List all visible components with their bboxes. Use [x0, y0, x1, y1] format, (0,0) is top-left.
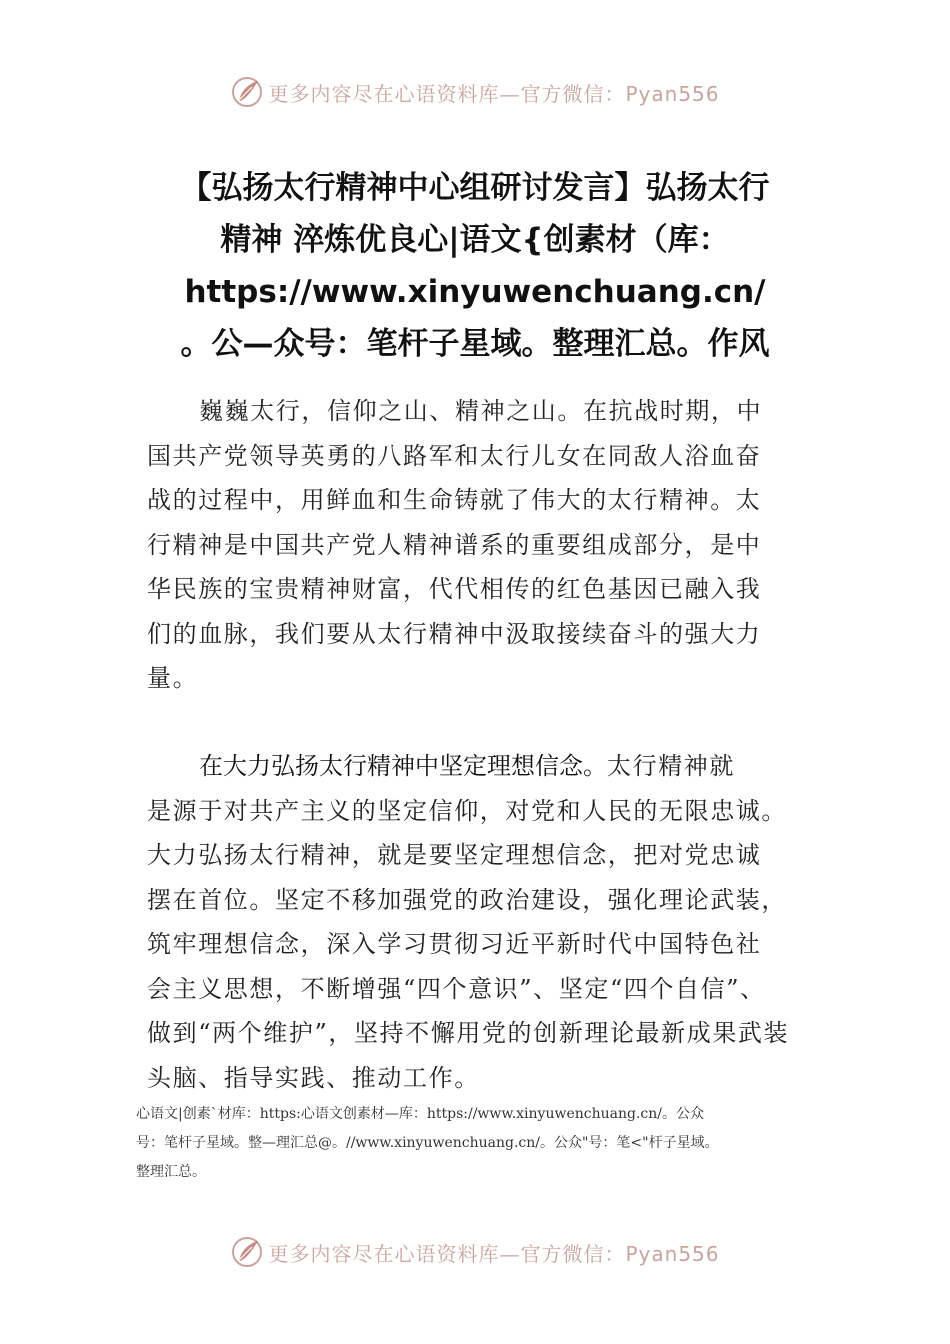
text-line: 筑牢理想信念，深入学习贯彻习近平新时代中国特色社 [147, 930, 762, 958]
wechat-id: Pyan556 [625, 81, 720, 106]
text-line: 头脑、指导实践、推动工作。 [147, 1063, 480, 1092]
banner-text: 更多内容尽在心语资料库—官方微信：Pyan556 [268, 1241, 720, 1266]
body-paragraph-2 [147, 744, 812, 1100]
title-line: 【弘扬太行精神中心组研讨发言】弘扬太行 [180, 170, 770, 206]
body-paragraph-1 [147, 389, 812, 701]
footnote-line: 整理汇总。 [136, 1164, 206, 1180]
text-line: 量。 [147, 664, 199, 692]
text-line: 会主义思想，不断增强“四个意识”、坚定“四个自信”、 [147, 974, 766, 1003]
section-heading: 在大力弘扬太行精神中坚定理想信念。 [199, 752, 607, 780]
text-line: 是源于对共产主义的坚定信仰，对党和人民的无限忠诚。 [147, 796, 787, 825]
footnote-line: 号：笔杆子星域。整—理汇总@。//www.xinyuwenchuang.cn/。公众"号：笔<"杆子星域。 [136, 1135, 719, 1151]
header-banner [0, 72, 950, 112]
source-footnote [136, 1100, 826, 1187]
feather-leaf-logo [230, 1235, 264, 1269]
text-line: 巍巍太行，信仰之山、精神之山。在抗战时期，中 [199, 397, 763, 425]
feather-leaf-logo [230, 75, 264, 109]
text-line: 行精神是中国共产党人精神谱系的重要组成部分，是中 [147, 530, 762, 559]
text-line: 大力弘扬太行精神，就是要坚定理想信念，把对党忠诚 [147, 841, 762, 869]
text-line: 战的过程中，用鲜血和生命铸就了伟大的太行精神。太 [147, 486, 762, 514]
wechat-id: Pyan556 [625, 1241, 720, 1266]
text-line: 华民族的宝贵精神财富，代代相传的红色基因已融入我 [147, 575, 762, 603]
footnote-line: 心语文|创素`材库：https:心语文创素材—库：https://www.xinyuwenchuang.cn/。公众 [136, 1106, 704, 1122]
title-line: https://www.xinyuwenchuang.cn/ [184, 274, 766, 310]
text-line: 国共产党领导英勇的八路军和太行儿女在同敌人浴血奋 [147, 441, 762, 470]
title-line: 。公—众号：笔杆子星域。整理汇总。作风 [180, 326, 770, 362]
text-line: 做到“两个维护”，坚持不懈用党的创新理论最新成果武装 [147, 1019, 790, 1047]
banner-text: 更多内容尽在心语资料库—官方微信：Pyan556 [268, 81, 720, 106]
title-line: 精神 淬炼优良心|语文{创素材（库： [220, 222, 730, 258]
text-line: 们的血脉，我们要从太行精神中汲取接续奋斗的强大力 [147, 619, 762, 648]
footer-banner [0, 1232, 950, 1272]
text-line: 摆在首位。坚定不移加强党的政治建设，强化理论武装， [147, 885, 787, 914]
text-line [147, 744, 812, 789]
document-title [120, 162, 830, 370]
text-fragment: 太行精神就 [607, 752, 735, 780]
